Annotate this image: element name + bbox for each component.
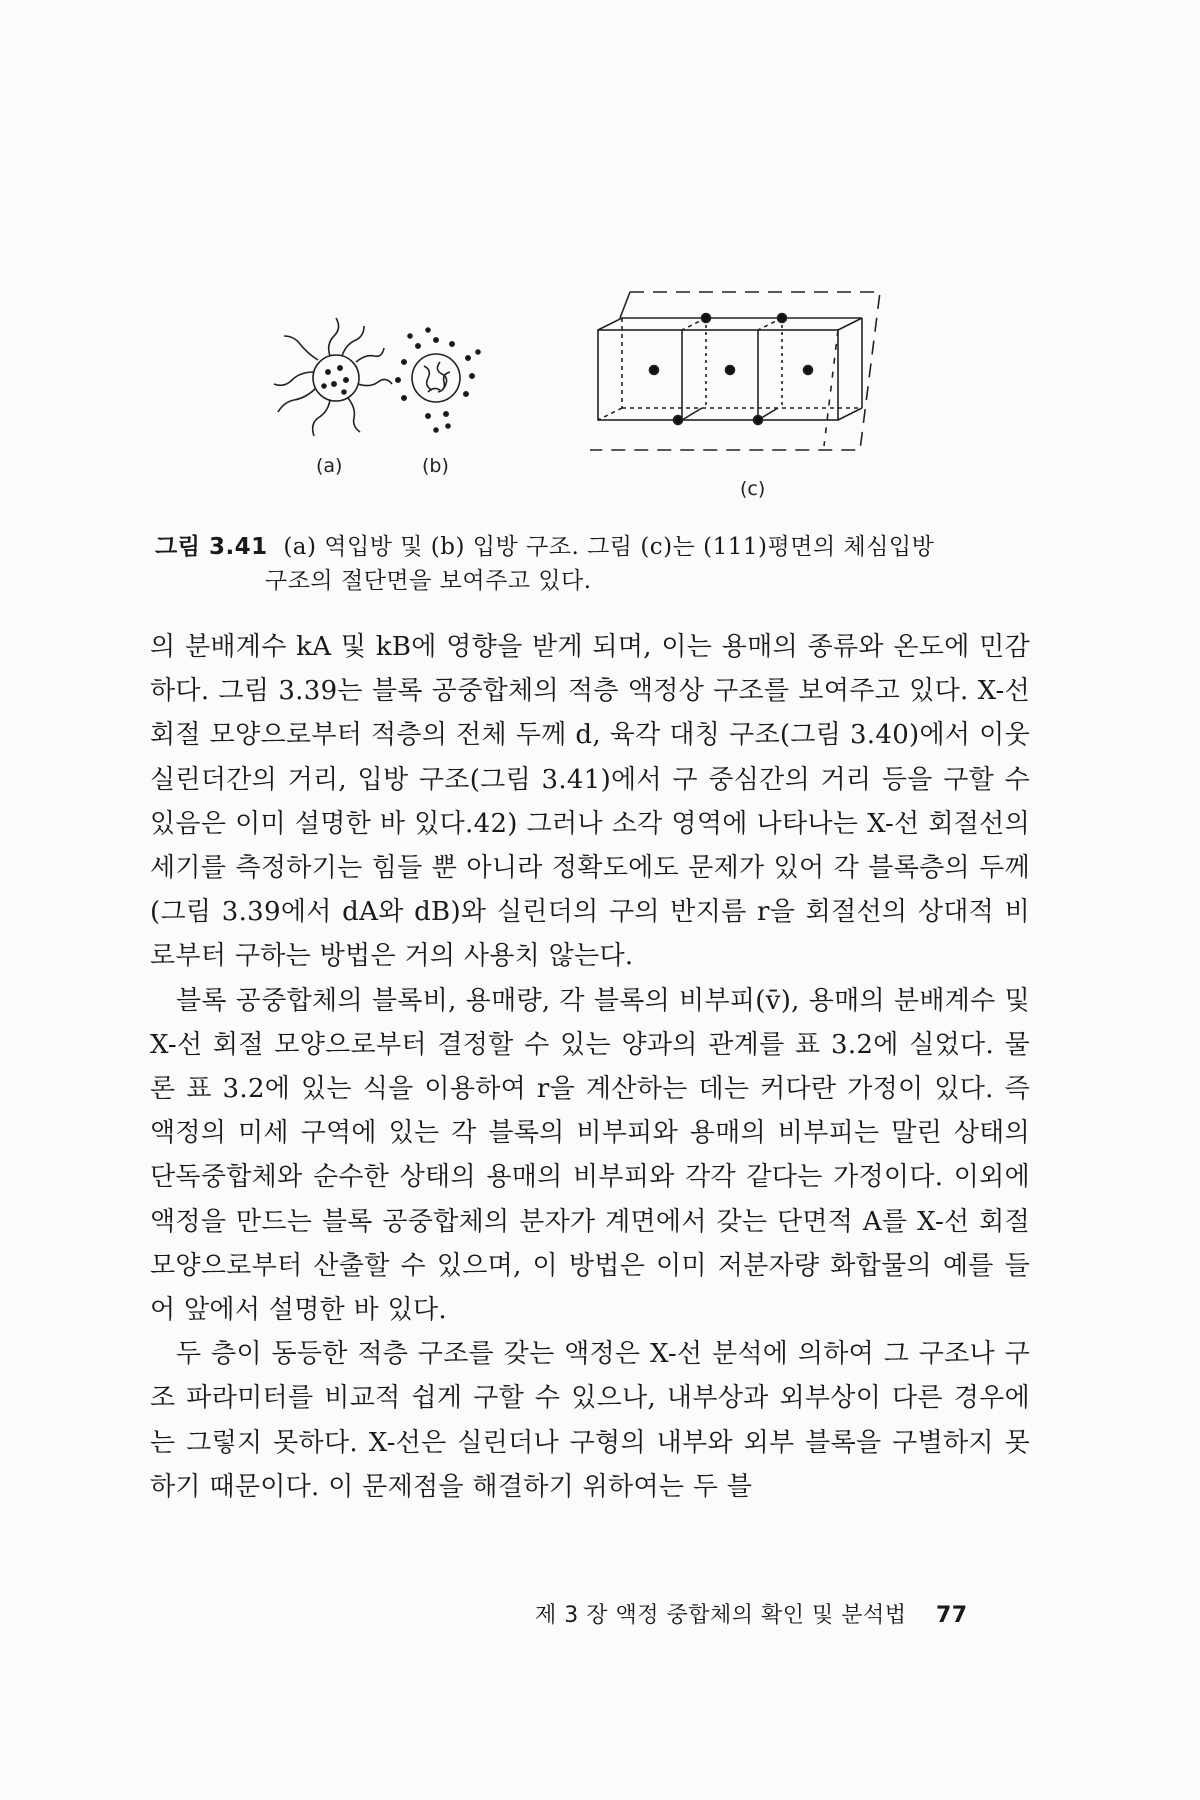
paragraph-3: 두 층이 동등한 적층 구조를 갖는 액정은 X-선 분석에 의하여 그 구조나 구조 파라미터를 비교적 쉽게 구할 수 있으나, 내부상과 외부상이 다른 경우에는 그렇지 못하다. X-선은 실린더나 구형의 내부와 외부 블록을 구별하지 못하기 때문이다. 이 문제점을 해결하기 위하여는 두 블 — [150, 1339, 1030, 1502]
page-number: 77 — [935, 1603, 968, 1628]
figure-label-c: (c) — [740, 478, 766, 500]
caption-line-1: (a) 역입방 및 (b) 입방 구조. 그림 (c)는 (111)평면의 체심입방 — [283, 534, 935, 560]
paragraph-2: 블록 공중합체의 블록비, 용매량, 각 블록의 비부피(v̄), 용매의 분배계수 및 X-선 회절 모양으로부터 결정할 수 있는 양과의 관계를 표 3.2에 실었다. 물론 표 3.2에 있는 식을 이용하여 r을 계산하는 데는 커다란 가정이 있다. 즉 액정의 미세 구역에 있는 각 블록의 비부피와 용매의 비부피는 말린 상태의 단독중합체와 순수한 상태의 용매의 비부피와 각각 같다는 가정이다. 이외에 액정을 만드는 블록 공중합체의 분자가 계면에서 갖는 단면적 A를 X-선 회절 모양으로부터 산출할 수 있으며, 이 방법은 이미 저분자량 화합물의 예를 들어 앞에서 설명한 바 있다. — [150, 985, 1030, 1326]
figure-3-41 — [0, 0, 1200, 520]
paragraph-1: 의 분배계수 kA 및 kB에 영향을 받게 되며, 이는 용매의 종류와 온도에 민감하다. 그림 3.39는 블록 공중합체의 적층 액정상 구조를 보여주고 있다. X-선 회절 모양으로부터 적층의 전체 두께 d, 육각 대칭 구조(그림 3.40)에서 이웃 실린더간의 거리, 입방 구조(그림 3.41)에서 구 중심간의 거리 등을 구할 수 있음은 이미 설명한 바 있다.42) 그러나 소각 영역에 나타나는 X-선 회절선의 세기를 측정하기는 힘들 뿐 아니라 정확도에도 문제가 있어 각 블록층의 두께(그림 3.39에서 dA와 dB)와 실린더의 구의 반지름 r을 회절선의 상대적 비로부터 구하는 방법은 거의 사용치 않는다. — [150, 632, 1030, 972]
body-text — [150, 625, 1030, 1509]
page-footer — [535, 1598, 968, 1629]
figure-caption — [155, 530, 1055, 598]
caption-number: 그림 3.41 — [155, 534, 268, 560]
figure-drawing — [0, 0, 1200, 520]
caption-line-2: 구조의 절단면을 보여주고 있다. — [265, 568, 592, 594]
inverted-micelle-drawing — [274, 318, 392, 436]
running-footer: 제 3 장 액정 중합체의 확인 및 분석법 — [535, 1603, 907, 1628]
figure-label-a: (a) — [316, 455, 343, 477]
normal-micelle-drawing — [396, 328, 480, 432]
bcc-section-drawing — [590, 292, 880, 450]
figure-label-b: (b) — [422, 455, 449, 477]
